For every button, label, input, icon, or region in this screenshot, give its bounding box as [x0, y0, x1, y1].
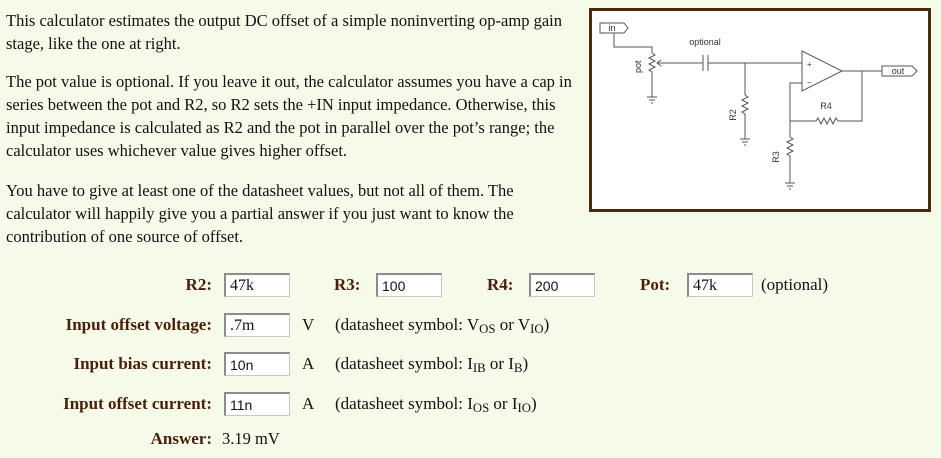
capacitor	[689, 37, 721, 71]
bias-current-label: Input bias current:	[73, 354, 212, 373]
offset-current-unit: A	[302, 394, 315, 413]
r2-input[interactable]	[224, 273, 290, 297]
intro-paragraph-1: This calculator estimates the output DC offset of a simple noninverting op-amp gain stage, like the one at right.	[6, 11, 562, 53]
r4-label: R4:	[487, 275, 514, 294]
out-connector	[882, 66, 917, 76]
bias-current-symbol-note: (datasheet symbol: $I_{IB}$ or $I_B$)	[335, 354, 529, 376]
offset-voltage-unit: V	[302, 315, 315, 334]
r2-resistor	[728, 63, 750, 145]
answer-value: 3.19 mV	[222, 429, 280, 448]
offset-voltage-label: Input offset voltage:	[65, 315, 212, 334]
offset-voltage-symbol-note: (datasheet symbol: $V_{OS}$ or $V_{IO}$)	[335, 315, 550, 337]
r2-label: R2:	[185, 275, 212, 294]
offset-current-label: Input offset current:	[63, 394, 212, 413]
intro-paragraph-2: The pot value is optional. If you leave it out, the calculator assumes you have a cap in series between the pot and R2, so R2 sets the +IN input impedance. Otherwise, this input impedance is calculated as R2 and the pot in parallel over the pot’s range; the calculator uses whichever value gives higher offset.	[6, 72, 572, 160]
bias-current-input[interactable]	[224, 352, 290, 376]
opamp-minus-label: −	[807, 78, 812, 87]
pot-input[interactable]	[687, 273, 753, 297]
offset-current-input[interactable]	[224, 392, 290, 416]
r4-input[interactable]	[529, 273, 595, 297]
r3-resistor	[771, 121, 795, 189]
pot-label: pot	[633, 60, 643, 73]
answer-label: Answer:	[150, 429, 212, 448]
intro-paragraph-3: You have to give at least one of the datasheet values, but not all of them. The calculator will happily give you a partial answer if you just want to know the contribution of one source of offset.	[6, 181, 514, 246]
in-connector	[600, 23, 628, 33]
r3-input[interactable]	[376, 273, 442, 297]
r2-label: R2	[728, 109, 738, 121]
opamp-symbol	[802, 51, 842, 91]
in-label: in	[608, 23, 616, 33]
pot-label: Pot:	[640, 275, 671, 294]
pot-optional-note: (optional)	[761, 275, 829, 294]
offset-voltage-input[interactable]	[224, 313, 290, 337]
out-label: out	[891, 66, 905, 76]
opamp-plus-label: +	[807, 60, 812, 69]
pot-resistor	[633, 53, 666, 103]
offset-current-symbol-note: (datasheet symbol: $I_{OS}$ or $I_{IO}$)	[335, 394, 537, 416]
schematic-diagram	[589, 8, 931, 212]
bias-current-unit: A	[302, 354, 315, 373]
r4-label: R4	[820, 101, 832, 111]
r3-label: R3:	[334, 275, 361, 294]
optional-label: optional	[689, 37, 721, 47]
r3-label: R3	[771, 151, 781, 163]
